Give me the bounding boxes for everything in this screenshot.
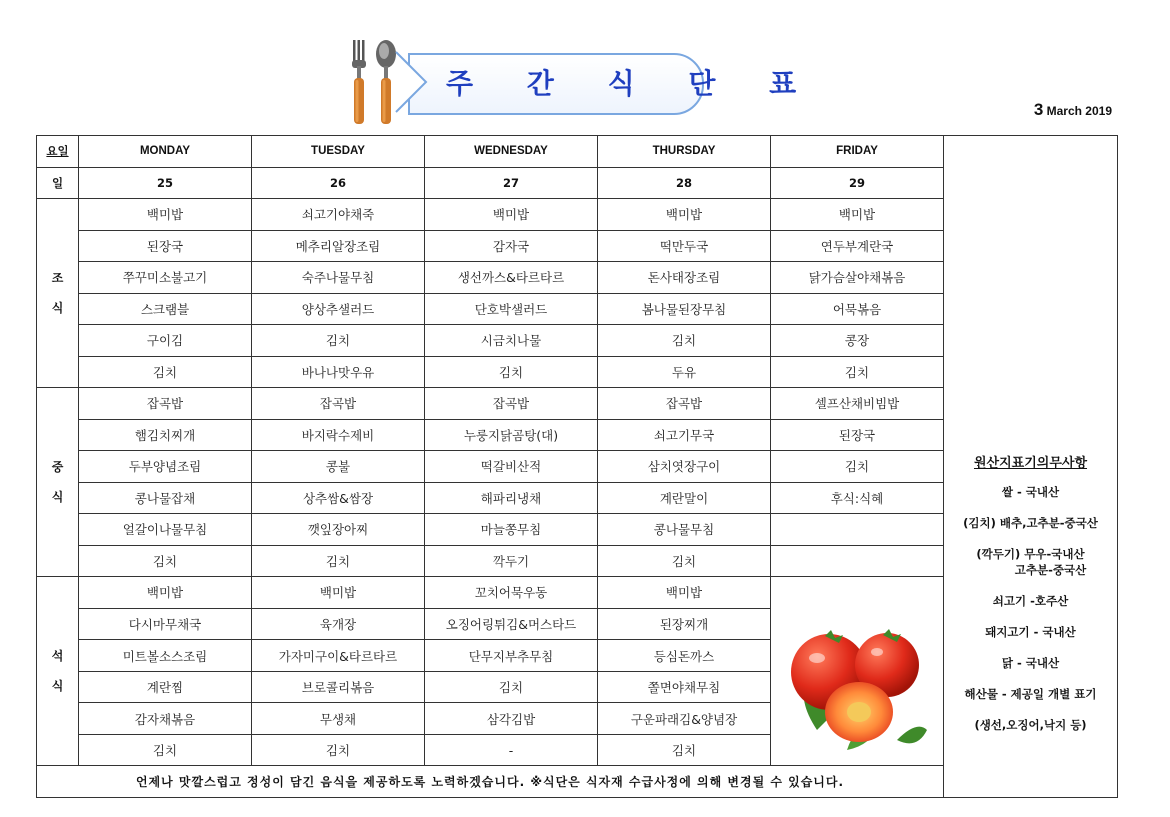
menu-item: 쭈꾸미소불고기	[79, 262, 252, 294]
origin-line: 닭 - 국내산	[1001, 656, 1060, 670]
menu-item: 김치	[771, 451, 944, 483]
menu-item: 생선까스&타르타르	[425, 262, 598, 294]
origin-line: 해산물 - 제공일 개별 표기	[964, 687, 1097, 701]
menu-item: 두부양념조림	[79, 451, 252, 483]
menu-item: 구이김	[79, 325, 252, 357]
menu-item: 콩장	[771, 325, 944, 357]
day-header-row	[37, 136, 1118, 168]
menu-item: 누룽지닭곰탕(대)	[425, 419, 598, 451]
menu-item: 어묵볶음	[771, 293, 944, 325]
menu-item: 셀프산채비빔밥	[771, 388, 944, 420]
menu-item: 백미밥	[79, 577, 252, 609]
menu-item: 시금치나물	[425, 325, 598, 357]
menu-item: 삼각김밥	[425, 703, 598, 735]
menu-item: 콩나물무침	[598, 514, 771, 546]
menu-item: 김치	[598, 545, 771, 577]
menu-item: 메추리알장조림	[252, 230, 425, 262]
menu-item: 백미밥	[79, 199, 252, 231]
day-name: WEDNESDAY	[425, 136, 598, 168]
menu-item: 김치	[79, 545, 252, 577]
menu-item: 잡곡밥	[79, 388, 252, 420]
day-name: THURSDAY	[598, 136, 771, 168]
menu-item: 오징어링튀김&머스타드	[425, 608, 598, 640]
menu-item: 김치	[598, 734, 771, 766]
menu-item: 연두부계란국	[771, 230, 944, 262]
weekly-menu-table	[36, 135, 1118, 798]
menu-item: 백미밥	[771, 199, 944, 231]
page-title: 주 간 식 단 표	[446, 67, 819, 100]
menu-item: 백미밥	[425, 199, 598, 231]
menu-item: 봄나물된장무침	[598, 293, 771, 325]
menu-item: 감자국	[425, 230, 598, 262]
menu-item: 김치	[425, 671, 598, 703]
menu-item: 상추쌈&쌈장	[252, 482, 425, 514]
menu-item: 삼치엿장구이	[598, 451, 771, 483]
menu-item: 김치	[598, 325, 771, 357]
menu-item: 쫄면야채무침	[598, 671, 771, 703]
day-name: MONDAY	[79, 136, 252, 168]
menu-item: 백미밥	[598, 199, 771, 231]
menu-item: 잡곡밥	[425, 388, 598, 420]
menu-item: 잡곡밥	[252, 388, 425, 420]
origin-line: (깍두기) 무우-국내산	[976, 547, 1085, 561]
origin-line-group	[944, 546, 1117, 578]
menu-item: 깍두기	[425, 545, 598, 577]
date-number: 3	[1033, 100, 1044, 119]
meal-label	[37, 388, 79, 577]
menu-item: 깻잎장아찌	[252, 514, 425, 546]
origin-info-panel	[944, 136, 1118, 798]
menu-item: 후식:식혜	[771, 482, 944, 514]
menu-item: 구운파래김&양념장	[598, 703, 771, 735]
menu-item: 돈사태장조림	[598, 262, 771, 294]
origin-line: 쇠고기 -호주산	[992, 594, 1069, 608]
menu-item: 계란말이	[598, 482, 771, 514]
origin-line: (생선,오징어,낙지 등)	[974, 718, 1087, 732]
menu-item: 꼬치어묵우동	[425, 577, 598, 609]
footer-notice: 언제나 맛깔스럽고 정성이 담긴 음식을 제공하도록 노력하겠습니다. ※식단은 식자재 수급사정에 의해 변경될 수 있습니다.	[37, 766, 944, 798]
origin-line: 고추분-중국산	[1014, 563, 1087, 577]
menu-item: 양상추샐러드	[252, 293, 425, 325]
title-banner	[336, 36, 819, 128]
menu-item: 얼갈이나물무침	[79, 514, 252, 546]
menu-item: 김치	[79, 734, 252, 766]
menu-item: 된장국	[771, 419, 944, 451]
menu-item: 육개장	[252, 608, 425, 640]
menu-item: 햄김치찌개	[79, 419, 252, 451]
menu-item: 백미밥	[598, 577, 771, 609]
day-name: FRIDAY	[771, 136, 944, 168]
menu-item: 단무지부추무침	[425, 640, 598, 672]
menu-item: 김치	[771, 356, 944, 388]
title-arrow	[392, 50, 432, 114]
menu-item: 두유	[598, 356, 771, 388]
menu-item	[771, 514, 944, 546]
menu-item: 떡갈비산적	[425, 451, 598, 483]
menu-item: 된장찌개	[598, 608, 771, 640]
meal-label	[37, 199, 79, 388]
menu-item: 콩나물잡채	[79, 482, 252, 514]
menu-item: 브로콜리볶음	[252, 671, 425, 703]
menu-date	[1034, 100, 1112, 120]
menu-item: 다시마무채국	[79, 608, 252, 640]
origin-title: 원산지표기의무사항	[973, 456, 1088, 471]
menu-item: -	[425, 734, 598, 766]
menu-item: 스크램블	[79, 293, 252, 325]
menu-item: 콩불	[252, 451, 425, 483]
menu-item: 닭가슴살야채볶음	[771, 262, 944, 294]
menu-item: 김치	[252, 325, 425, 357]
menu-item: 김치	[252, 545, 425, 577]
date-value: 27	[425, 167, 598, 199]
meal-label-char: 식	[51, 490, 64, 505]
date-value: 29	[771, 167, 944, 199]
day-name: TUESDAY	[252, 136, 425, 168]
origin-line: 쌀 - 국내산	[1001, 485, 1060, 499]
menu-item: 단호박샐러드	[425, 293, 598, 325]
menu-item: 등심돈까스	[598, 640, 771, 672]
menu-item: 바나나맛우유	[252, 356, 425, 388]
day-column-label: 요일	[37, 136, 79, 168]
date-value: 25	[79, 167, 252, 199]
menu-item: 잡곡밥	[598, 388, 771, 420]
menu-item: 계란찜	[79, 671, 252, 703]
menu-item: 된장국	[79, 230, 252, 262]
menu-item: 바지락수제비	[252, 419, 425, 451]
menu-item: 무생채	[252, 703, 425, 735]
menu-item	[771, 545, 944, 577]
menu-item: 숙주나물무침	[252, 262, 425, 294]
date-column-label: 일	[37, 167, 79, 199]
meal-label	[37, 577, 79, 766]
origin-line: 돼지고기 - 국내산	[985, 625, 1076, 639]
meal-label-char: 식	[51, 679, 64, 694]
menu-item: 쇠고기무국	[598, 419, 771, 451]
tomato-icon	[777, 580, 937, 760]
menu-item: 김치	[425, 356, 598, 388]
menu-item: 김치	[252, 734, 425, 766]
menu-item: 감자채볶음	[79, 703, 252, 735]
meal-label-char: 식	[51, 301, 64, 316]
menu-item: 가자미구이&타르타르	[252, 640, 425, 672]
menu-item: 김치	[79, 356, 252, 388]
meal-label-char: 중	[51, 460, 64, 475]
menu-item: 미트볼소스조림	[79, 640, 252, 672]
menu-item: 백미밥	[252, 577, 425, 609]
menu-item: 해파리냉채	[425, 482, 598, 514]
date-value: 26	[252, 167, 425, 199]
date-month-year: March 2019	[1043, 104, 1112, 118]
origin-line: (김치) 배추,고추분-중국산	[963, 516, 1098, 530]
menu-item: 떡만두국	[598, 230, 771, 262]
menu-item: 쇠고기야채죽	[252, 199, 425, 231]
meal-label-char: 조	[51, 271, 64, 286]
origin-notice	[944, 452, 1117, 748]
tomato-image	[771, 577, 944, 766]
date-value: 28	[598, 167, 771, 199]
meal-label-char: 석	[51, 649, 64, 664]
menu-item: 마늘쫑무침	[425, 514, 598, 546]
